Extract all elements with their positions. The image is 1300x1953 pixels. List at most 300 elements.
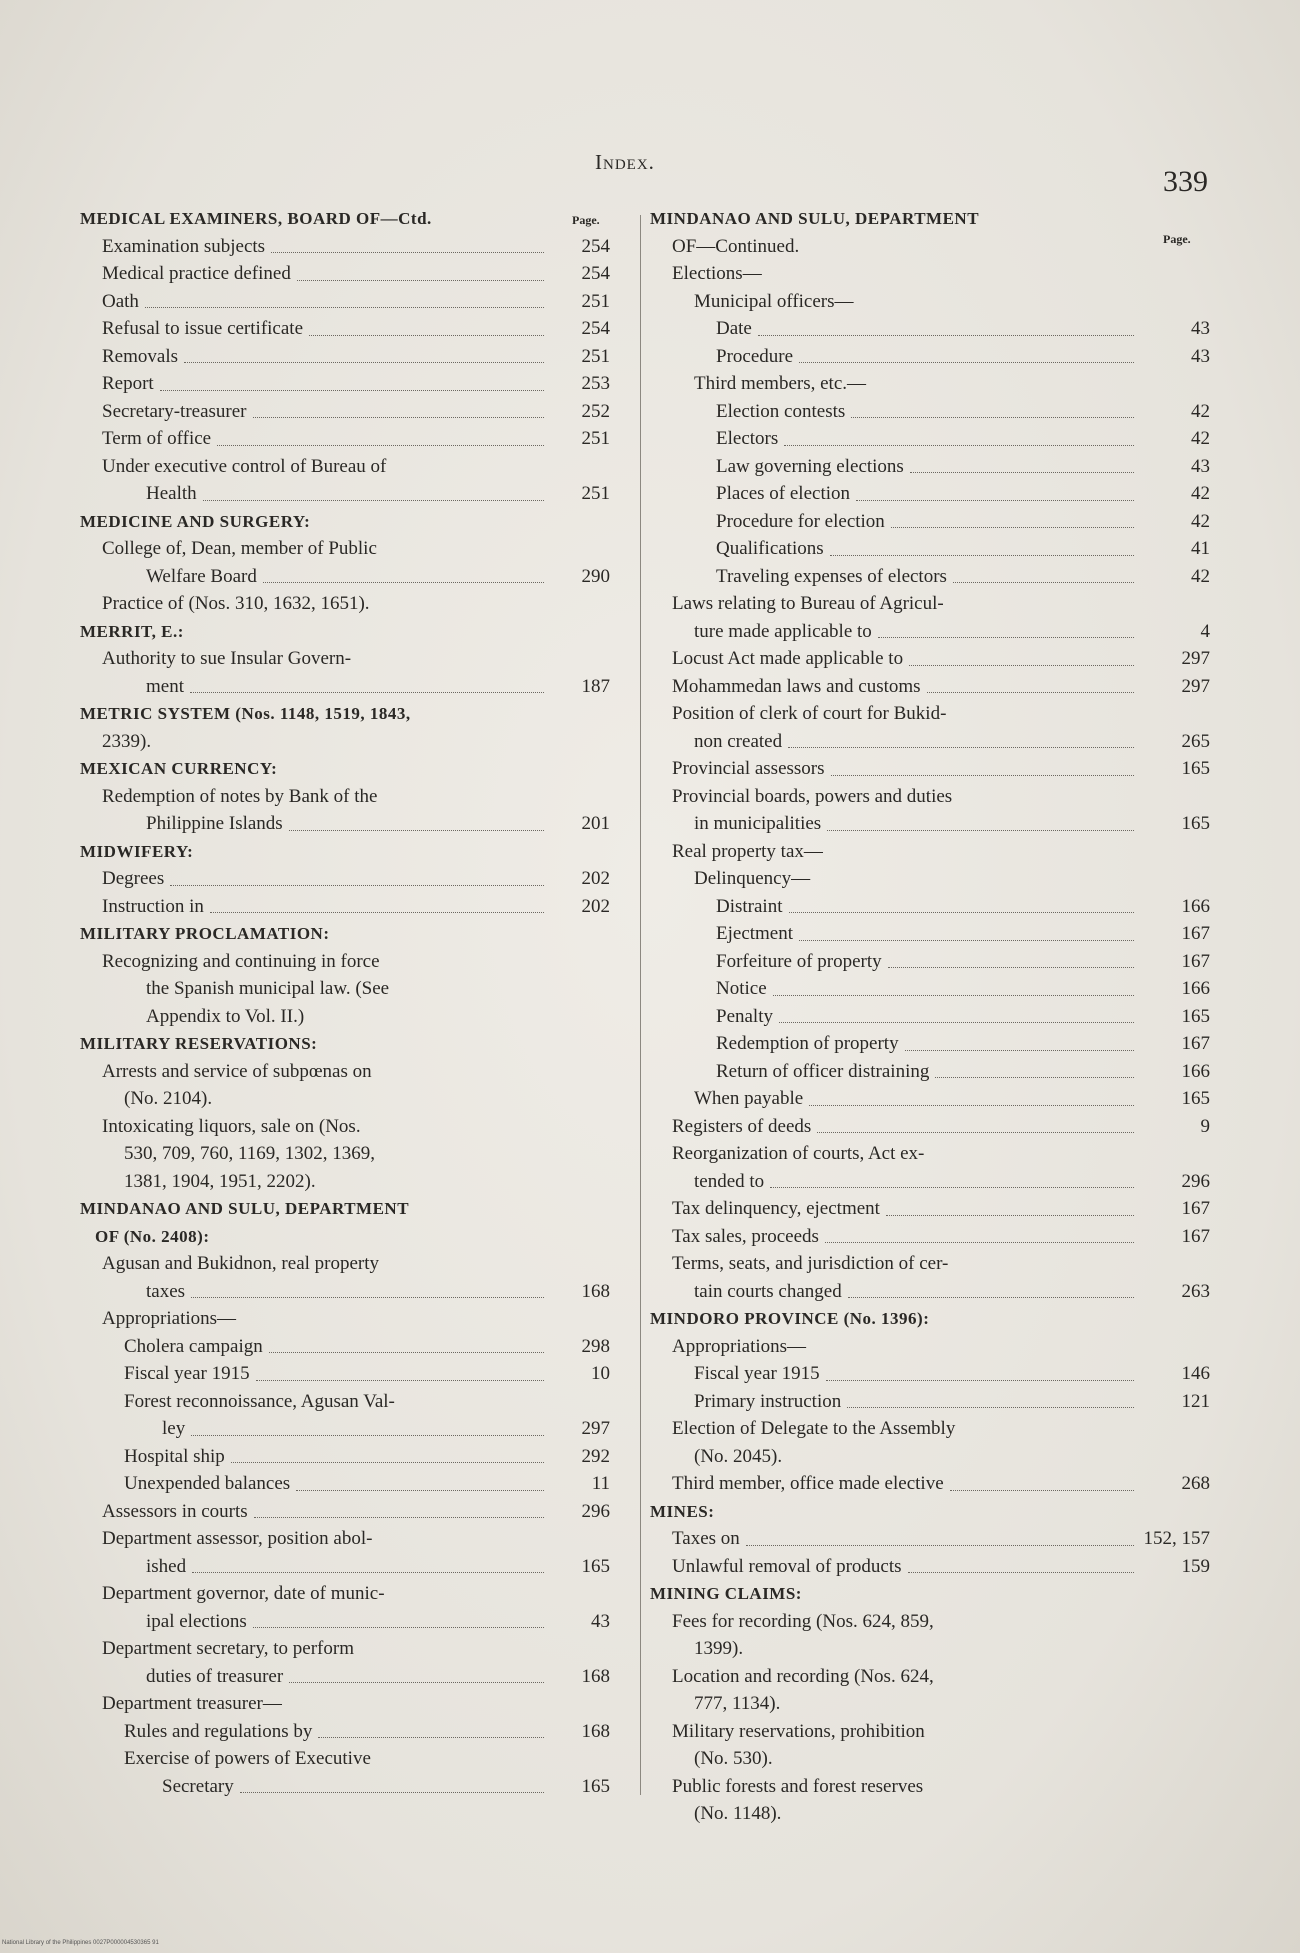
index-entry-text: Unexpended balances (124, 1473, 291, 1494)
index-entry-text: Intoxicating liquors, sale on (Nos. (102, 1115, 361, 1137)
index-entry-text: Forest reconnoissance, Agusan Val- (124, 1390, 395, 1412)
index-entry-text: Appendix to Vol. II.) (146, 1005, 305, 1027)
page-reference: 165 (1181, 758, 1210, 779)
leader-dots (789, 912, 1135, 913)
index-entry-text: Exercise of powers of Executive (124, 1748, 371, 1769)
index-entry (80, 1635, 610, 1663)
leader-dots (210, 912, 544, 913)
leader-dots (253, 1627, 544, 1628)
index-entry (650, 1305, 1210, 1333)
index-entry-text: Places of election (716, 483, 851, 504)
index-entry (80, 1498, 610, 1526)
page-reference: 297 (1181, 675, 1210, 697)
index-entry (80, 535, 610, 563)
leader-dots (851, 417, 1134, 418)
index-entry (80, 343, 610, 371)
index-entry-text: Law governing elections (716, 455, 904, 477)
leader-dots (847, 1407, 1134, 1408)
index-entry (650, 425, 1210, 453)
index-entry (650, 1333, 1210, 1361)
page-reference: 265 (1181, 730, 1210, 752)
index-entry-text: Secretary (162, 1775, 234, 1797)
index-entry-text: Provincial assessors (672, 758, 825, 779)
index-heading: MINDORO PROVINCE (No. 1396): (650, 1309, 930, 1328)
index-entry-text: Degrees (102, 868, 165, 889)
page-reference: 43 (1191, 345, 1210, 367)
index-entry (650, 1168, 1210, 1196)
index-entry-text: Delinquency— (694, 868, 811, 889)
index-entry (650, 1140, 1210, 1168)
index-entry (650, 1003, 1210, 1031)
index-entry-text: Department assessor, position abol- (102, 1528, 373, 1549)
page-reference: 43 (591, 1610, 610, 1632)
page-reference: 251 (581, 483, 610, 504)
index-entry-text: Report (102, 373, 154, 394)
index-entry (80, 1305, 610, 1333)
index-heading: OF (No. 2408): (95, 1226, 210, 1246)
index-entry-text: Mohammedan laws and customs (672, 675, 921, 697)
leader-dots (908, 1572, 1134, 1573)
index-entry-text: Under executive control of Bureau of (102, 455, 387, 477)
index-entry (650, 920, 1210, 948)
index-entry-text: Procedure for election (716, 510, 885, 532)
index-entry-text: Hospital ship (124, 1445, 225, 1467)
page-reference: 9 (1200, 1115, 1210, 1137)
index-entry (80, 1718, 610, 1746)
index-entry-text: Notice (716, 978, 767, 999)
index-entry (80, 810, 610, 838)
leader-dots (263, 582, 544, 583)
index-entry (650, 1608, 1210, 1636)
index-entry (650, 893, 1210, 921)
index-entry-text: ley (162, 1418, 186, 1439)
index-entry (80, 1003, 610, 1031)
index-entry-text: 1399). (694, 1638, 744, 1659)
index-entry-text: (No. 530). (694, 1748, 773, 1769)
index-entry (80, 1250, 610, 1278)
index-entry (650, 1195, 1210, 1223)
leader-dots (191, 1297, 544, 1298)
page-reference: 168 (581, 1665, 610, 1687)
index-entry (650, 343, 1210, 371)
index-entry-text: Election of Delegate to the Assembly (672, 1418, 956, 1439)
index-entry-text: Redemption of notes by Bank of the (102, 785, 378, 807)
page-reference: 42 (1191, 428, 1210, 449)
index-entry (80, 1663, 610, 1691)
leader-dots (788, 747, 1134, 748)
leader-dots (309, 335, 544, 336)
index-entry-text: tended to (694, 1170, 765, 1192)
leader-dots (827, 830, 1134, 831)
leader-dots (191, 1435, 544, 1436)
index-entry (80, 453, 610, 481)
index-entry-text: Instruction in (102, 895, 204, 917)
page-reference: 296 (1181, 1170, 1210, 1192)
leader-dots (848, 1297, 1134, 1298)
index-entry (80, 645, 610, 673)
leader-dots (770, 1187, 1134, 1188)
index-entry (650, 1580, 1210, 1608)
leader-dots (240, 1792, 544, 1793)
index-entry-text: (No. 2045). (694, 1445, 783, 1467)
index-entry (650, 260, 1210, 288)
leader-dots (190, 692, 544, 693)
index-entry (650, 1663, 1210, 1691)
index-entry-text: Fees for recording (Nos. 624, 859, (672, 1610, 934, 1632)
index-entry-text: Appropriations— (102, 1308, 237, 1329)
index-entry-text: Fiscal year 1915 (694, 1363, 820, 1384)
index-entry-text: Recognizing and continuing in force (102, 950, 380, 972)
index-entry-text: Health (146, 483, 197, 504)
index-entry (650, 1030, 1210, 1058)
index-entry (650, 480, 1210, 508)
index-entry (80, 1360, 610, 1388)
index-entry-text: 530, 709, 760, 1169, 1302, 1369, (124, 1143, 376, 1164)
index-entry (650, 1635, 1210, 1663)
index-entry (80, 233, 610, 261)
index-entry (80, 1030, 610, 1058)
index-entry-text: Municipal officers— (694, 290, 854, 312)
page-reference: 252 (581, 400, 610, 422)
index-entry (650, 1718, 1210, 1746)
page-reference: 4 (1200, 620, 1210, 642)
index-entry (650, 1360, 1210, 1388)
leader-dots (878, 637, 1134, 638)
index-entry (80, 1415, 610, 1443)
leader-dots (779, 1022, 1134, 1023)
page-reference: 11 (591, 1473, 610, 1494)
leader-dots (231, 1462, 544, 1463)
index-entry (650, 205, 1210, 233)
index-entry (650, 563, 1210, 591)
page-reference: 202 (581, 868, 610, 889)
index-entry (650, 948, 1210, 976)
leader-dots (256, 1380, 544, 1381)
index-entry (80, 260, 610, 288)
index-entry (80, 315, 610, 343)
page-reference: 167 (1181, 1225, 1210, 1247)
index-entry-text: Forfeiture of property (716, 950, 882, 972)
page-reference: 41 (1191, 538, 1210, 559)
page-reference: 121 (1181, 1390, 1210, 1412)
index-entry-text: Tax sales, proceeds (672, 1225, 819, 1247)
index-entry-text: Department governor, date of munic- (102, 1583, 385, 1604)
index-entry-text: Department secretary, to perform (102, 1638, 354, 1659)
index-entry (80, 1223, 610, 1251)
index-entry (650, 673, 1210, 701)
index-entry-text: Refusal to issue certificate (102, 318, 304, 339)
index-entry-text: Locust Act made applicable to (672, 648, 904, 669)
index-entry-text: ipal elections (146, 1610, 247, 1632)
leader-dots (297, 280, 544, 281)
index-entry (80, 618, 610, 646)
page-reference: 159 (1181, 1555, 1210, 1577)
index-entry-text: taxes (146, 1280, 186, 1302)
leader-dots (318, 1737, 544, 1738)
index-entry (650, 975, 1210, 1003)
index-entry-text: Reorganization of courts, Act ex- (672, 1143, 925, 1164)
page-reference: 42 (1191, 400, 1210, 422)
index-entry-text: duties of treasurer (146, 1665, 284, 1687)
page-reference: 263 (1181, 1280, 1210, 1302)
index-entry-text: ment (146, 675, 184, 697)
index-entry (80, 1278, 610, 1306)
index-entry-text: Return of officer distraining (716, 1060, 930, 1082)
page-reference: 254 (581, 263, 610, 284)
page-reference: 201 (581, 813, 610, 834)
page-reference: 166 (1181, 978, 1210, 999)
index-entry (650, 1085, 1210, 1113)
index-heading: MINES: (650, 1501, 715, 1521)
index-entry (80, 948, 610, 976)
index-heading: MILITARY RESERVATIONS: (80, 1034, 318, 1053)
index-entry (650, 1553, 1210, 1581)
index-entry (80, 590, 610, 618)
page-reference: 165 (1181, 1005, 1210, 1027)
index-entry (650, 1223, 1210, 1251)
index-entry-text: (No. 1148). (694, 1803, 782, 1824)
index-entry (650, 618, 1210, 646)
index-entry (80, 1525, 610, 1553)
index-entry (80, 1470, 610, 1498)
leader-dots (217, 445, 544, 446)
leader-dots (160, 390, 544, 391)
index-entry-text: Provincial boards, powers and duties (672, 785, 953, 807)
leader-dots (826, 1380, 1134, 1381)
page-reference: 187 (581, 675, 610, 697)
leader-dots (953, 582, 1134, 583)
leader-dots (203, 500, 544, 501)
index-entry-text: Third member, office made elective (672, 1473, 944, 1494)
leader-dots (891, 527, 1134, 528)
index-entry (80, 563, 610, 591)
index-entry-text: Laws relating to Bureau of Agricul- (672, 593, 944, 614)
index-entry (80, 1388, 610, 1416)
index-entry-text: ished (146, 1555, 187, 1577)
leader-dots (289, 830, 544, 831)
index-entry-text: Cholera campaign (124, 1335, 263, 1357)
index-entry (650, 590, 1210, 618)
page-number: 339 (1163, 165, 1208, 198)
index-column-right (650, 205, 1210, 1828)
index-entry-text: Oath (102, 290, 139, 312)
index-entry-text: Third members, etc.— (694, 373, 867, 394)
page-reference: 298 (581, 1335, 610, 1357)
page-reference: 166 (1181, 895, 1210, 917)
leader-dots (269, 1352, 544, 1353)
index-entry (80, 865, 610, 893)
page-reference: 254 (581, 318, 610, 339)
index-entry (80, 480, 610, 508)
index-entry (650, 508, 1210, 536)
page-reference: 268 (1181, 1473, 1210, 1494)
page-reference: 43 (1191, 318, 1210, 339)
index-entry (650, 370, 1210, 398)
index-heading: MINDANAO AND SULU, DEPARTMENT (650, 209, 980, 228)
leader-dots (746, 1545, 1134, 1546)
leader-dots (905, 1050, 1134, 1051)
leader-dots (799, 940, 1134, 941)
index-entry (80, 1745, 610, 1773)
index-entry (650, 1470, 1210, 1498)
index-entry-text: Term of office (102, 428, 212, 449)
index-entry-text: Fiscal year 1915 (124, 1363, 250, 1384)
leader-dots (170, 885, 544, 886)
leader-dots (817, 1132, 1134, 1133)
page-reference: 167 (1181, 1198, 1210, 1219)
index-entry (80, 398, 610, 426)
index-entry-text: non created (694, 730, 783, 752)
index-entry-text: Authority to sue Insular Govern- (102, 648, 352, 669)
page-reference: 251 (581, 290, 610, 312)
page-reference: 251 (581, 428, 610, 449)
index-entry-text: Date (716, 318, 752, 339)
index-entry (80, 1168, 610, 1196)
leader-dots (830, 555, 1134, 556)
index-entry-text: Location and recording (Nos. 624, (672, 1665, 934, 1687)
index-entry (650, 1498, 1210, 1526)
index-entry-text: 777, 1134). (694, 1693, 781, 1714)
index-heading: MILITARY PROCLAMATION: (80, 924, 330, 943)
index-entry-text: Ejectment (716, 923, 794, 944)
index-entry-text: Position of clerk of court for Bukid- (672, 703, 947, 724)
index-entry-text: Practice of (Nos. 310, 1632, 1651). (102, 593, 370, 614)
index-entry-text: Traveling expenses of electors (716, 565, 947, 587)
running-head: Index. (595, 150, 655, 174)
page-column-label-left: Page. (572, 213, 600, 227)
index-heading: MEDICINE AND SURGERY: (80, 511, 311, 531)
leader-dots (758, 335, 1134, 336)
index-entry (80, 1058, 610, 1086)
index-entry-text: Appropriations— (672, 1335, 807, 1357)
page-reference: 167 (1181, 950, 1210, 972)
leader-dots (289, 1682, 544, 1683)
leader-dots (935, 1077, 1134, 1078)
page-reference: 165 (1181, 1088, 1210, 1109)
index-entry (650, 1690, 1210, 1718)
page-reference: 297 (581, 1418, 610, 1439)
page-reference: 165 (1181, 813, 1210, 834)
page-reference: 253 (581, 373, 610, 394)
page-reference: 251 (581, 345, 610, 367)
index-entry (80, 205, 610, 233)
index-entry-text: the Spanish municipal law. (See (146, 978, 390, 999)
index-entry-text: Welfare Board (146, 565, 257, 587)
index-entry-text: Electors (716, 428, 779, 449)
index-entry (650, 728, 1210, 756)
page-reference: 165 (581, 1775, 610, 1797)
index-entry (80, 728, 610, 756)
index-entry (80, 508, 610, 536)
index-entry-text: Real property tax— (672, 840, 823, 862)
index-entry-text: 2339). (102, 730, 152, 752)
leader-dots (856, 500, 1134, 501)
index-heading: MERRIT, E.: (80, 621, 184, 641)
index-entry-text: Registers of deeds (672, 1115, 812, 1137)
index-entry-text: Rules and regulations by (124, 1720, 313, 1742)
index-entry (650, 865, 1210, 893)
index-entry (80, 838, 610, 866)
index-entry-text: Penalty (716, 1005, 773, 1027)
index-entry (650, 288, 1210, 316)
leader-dots (950, 1490, 1134, 1491)
index-entry-text: Election contests (716, 400, 846, 422)
page-reference: 42 (1191, 483, 1210, 504)
leader-dots (888, 967, 1134, 968)
index-entry-text: Distraint (716, 895, 783, 917)
index-entry (80, 1085, 610, 1113)
index-entry-text: tain courts changed (694, 1280, 842, 1302)
page-reference: 168 (581, 1720, 610, 1742)
index-entry-text: ture made applicable to (694, 620, 872, 642)
index-entry (80, 755, 610, 783)
index-entry (650, 1525, 1210, 1553)
index-entry (650, 838, 1210, 866)
index-entry-text: Department treasurer— (102, 1693, 282, 1714)
column-divider (640, 215, 641, 1795)
index-entry (80, 1195, 610, 1223)
leader-dots (784, 445, 1134, 446)
page-reference: 152, 157 (1143, 1528, 1210, 1549)
index-entry (80, 1773, 610, 1801)
index-entry-text: Primary instruction (694, 1390, 842, 1412)
index-entry (80, 1140, 610, 1168)
index-entry (650, 453, 1210, 481)
leader-dots (253, 417, 544, 418)
page-reference: 166 (1181, 1060, 1210, 1082)
page-reference: 202 (581, 895, 610, 917)
page-reference: 167 (1181, 1033, 1210, 1054)
index-entry-text: Arrests and service of subpœnas on (102, 1060, 372, 1082)
index-entry (650, 783, 1210, 811)
index-entry-text: Public forests and forest reserves (672, 1775, 924, 1797)
index-entry-text: Examination subjects (102, 235, 266, 257)
leader-dots (909, 665, 1134, 666)
index-entry (80, 1608, 610, 1636)
leader-dots (296, 1490, 544, 1491)
index-heading: MIDWIFERY: (80, 841, 194, 861)
page-reference: 42 (1191, 565, 1210, 587)
index-entry (650, 1415, 1210, 1443)
index-entry (650, 1800, 1210, 1828)
index-entry-text: OF—Continued. (672, 235, 800, 257)
index-entry (650, 535, 1210, 563)
index-entry (650, 398, 1210, 426)
leader-dots (886, 1215, 1134, 1216)
page-reference: 43 (1191, 455, 1210, 477)
index-entry (650, 1443, 1210, 1471)
page-reference: 42 (1191, 510, 1210, 532)
page-reference: 146 (1181, 1363, 1210, 1384)
index-heading: METRIC SYSTEM (Nos. 1148, 1519, 1843, (80, 704, 411, 723)
index-entry (80, 1690, 610, 1718)
index-entry (80, 673, 610, 701)
index-entry-text: in municipalities (694, 813, 822, 834)
index-entry (650, 810, 1210, 838)
index-entry (80, 1443, 610, 1471)
index-entry (650, 1250, 1210, 1278)
index-entry (80, 1333, 610, 1361)
index-entry (650, 315, 1210, 343)
index-entry-text: College of, Dean, member of Public (102, 538, 377, 559)
index-entry (650, 1773, 1210, 1801)
index-entry (650, 1113, 1210, 1141)
index-entry-text: (No. 2104). (124, 1088, 213, 1109)
index-entry (80, 1113, 610, 1141)
leader-dots (799, 362, 1134, 363)
index-entry-text: Secretary-treasurer (102, 400, 247, 422)
index-entry-text: Elections— (672, 263, 762, 284)
